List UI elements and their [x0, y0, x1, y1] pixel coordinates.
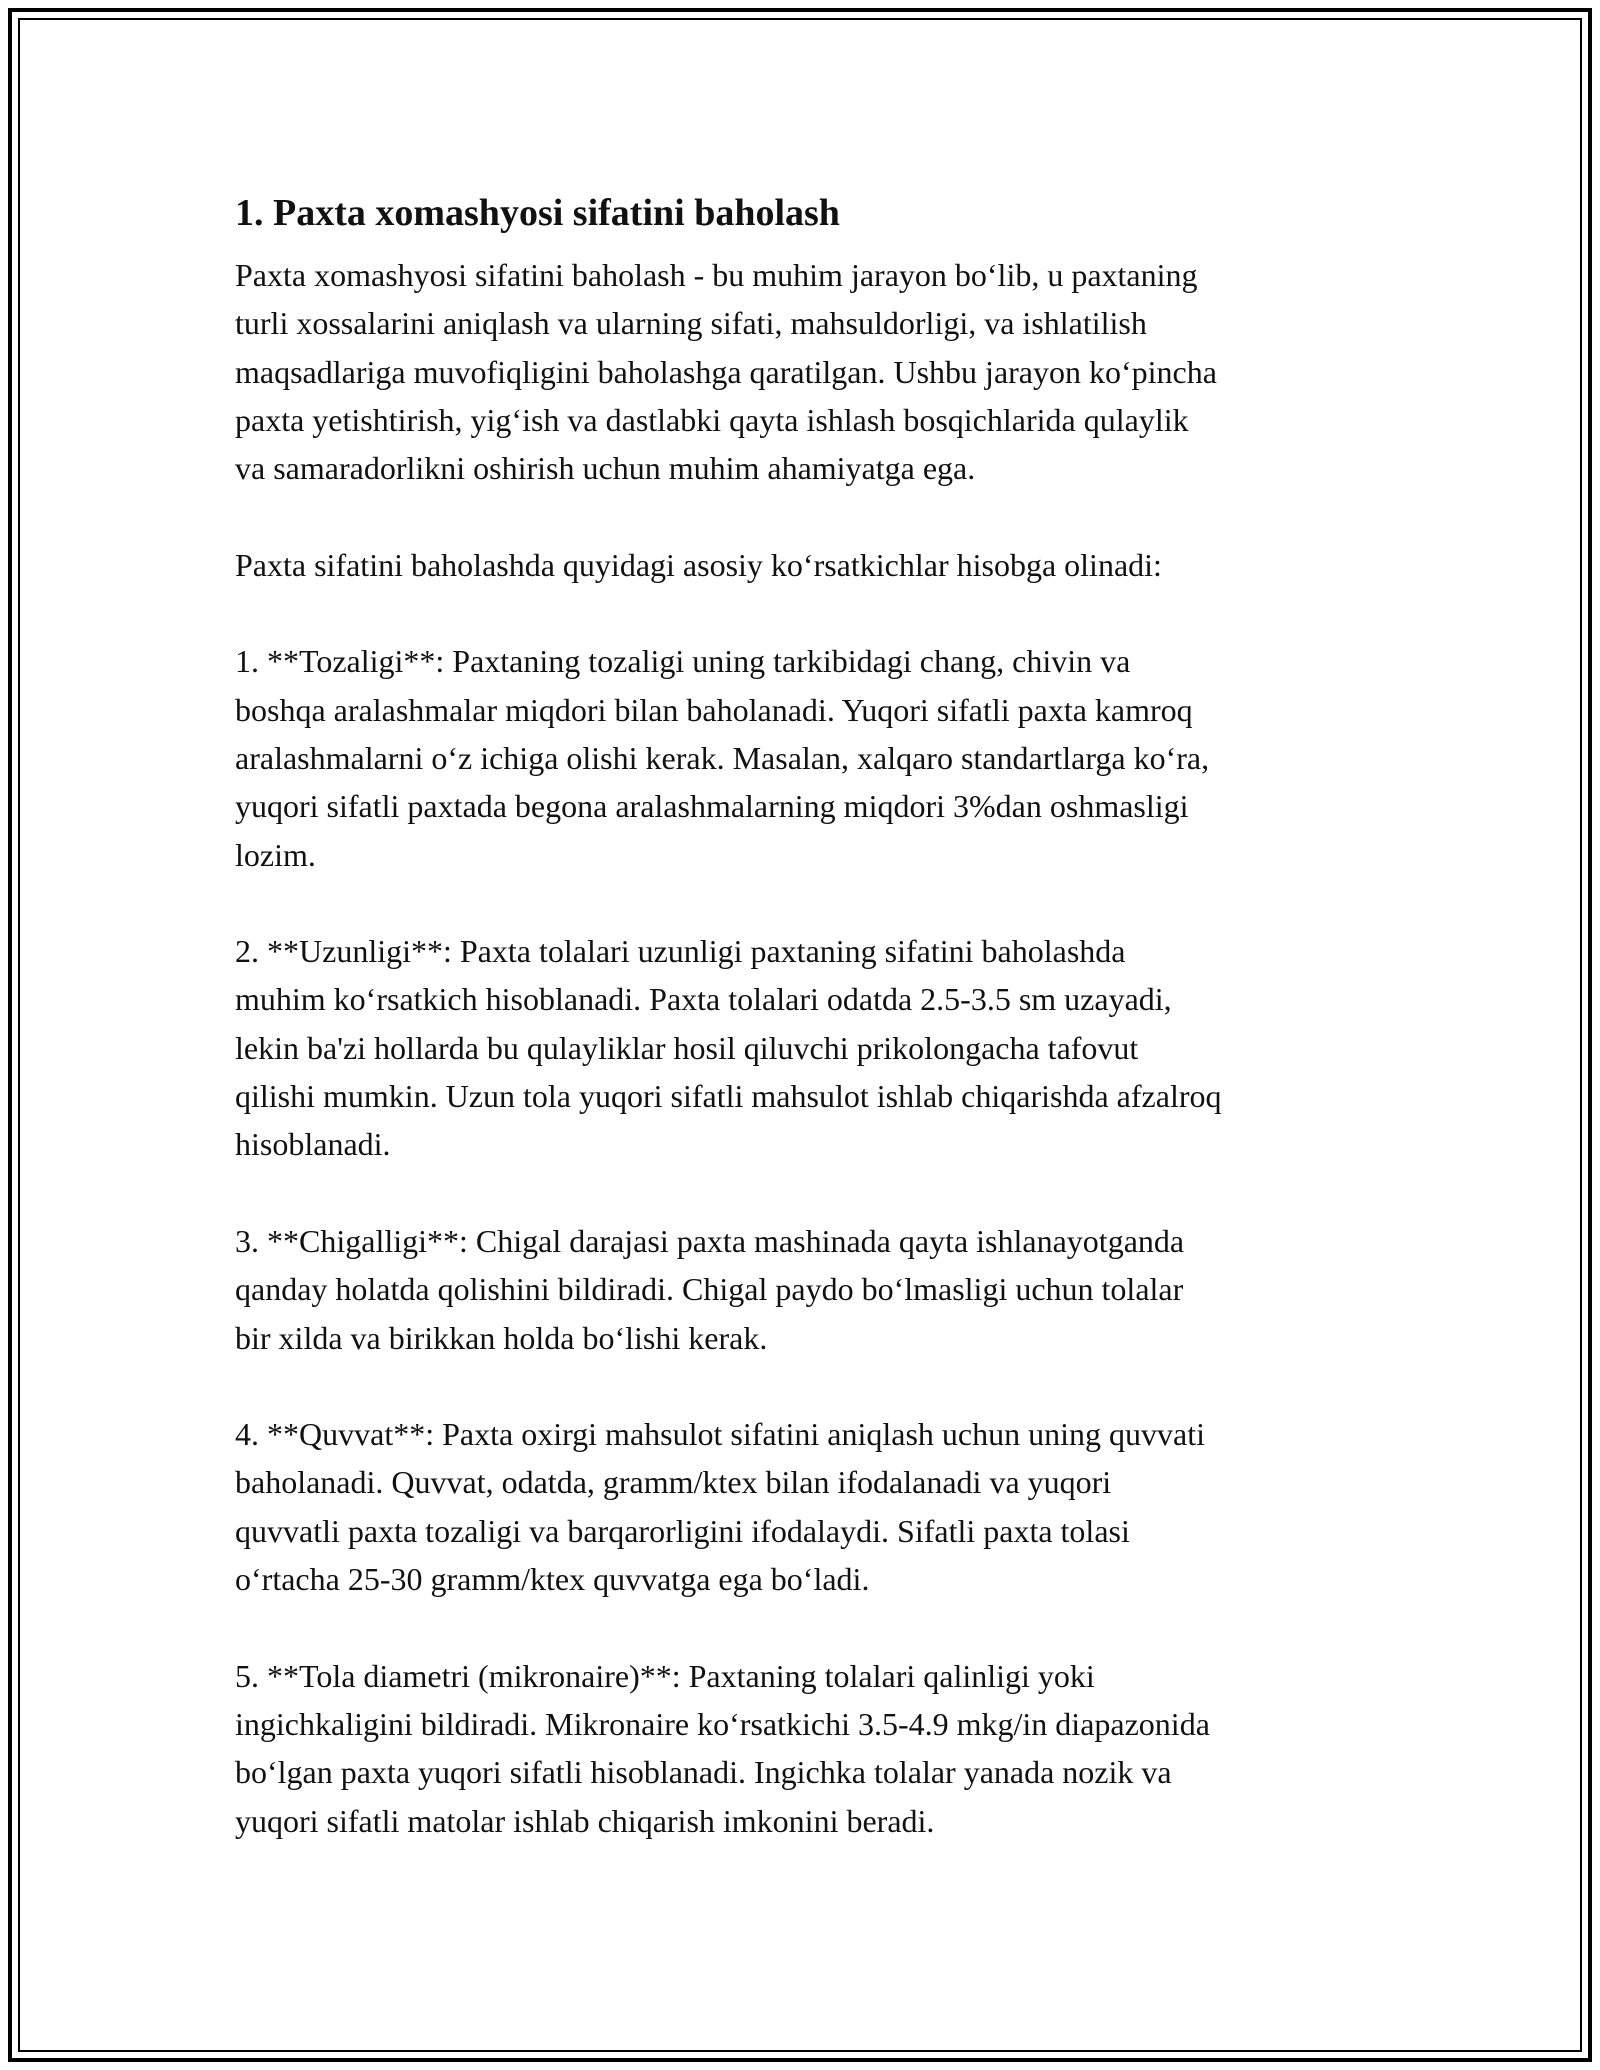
text-line: qilishi mumkin. Uzun tola yuqori sifatli mahsulot ishlab chiqarishda afzalroq — [235, 1078, 1222, 1115]
text-line: yuqori sifatli matolar ishlab chiqarish imkonini beradi. — [235, 1802, 935, 1839]
text-line: yuqori sifatli paxtada begona aralashmalarning miqdori 3%dan oshmasligi — [235, 788, 1189, 825]
text-line: qanday holatda qolishini bildiradi. Chigal paydo bo‘lmasligi uchun tolalar — [235, 1271, 1184, 1308]
text-line: paxta yetishtirish, yig‘ish va dastlabki qayta ishlash bosqichlarida qulaylik — [235, 401, 1189, 438]
text-line: 3. **Chigalligi**: Chigal darajasi paxta mashinada qayta ishlanayotganda — [235, 1222, 1185, 1259]
text-line: 1. **Tozaligi**: Paxtaning tozaligi uning tarkibidagi chang, chivin va — [235, 643, 1131, 680]
text-line: o‘rtacha 25-30 gramm/ktex quvvatga ega bo‘ladi. — [235, 1561, 870, 1598]
text-line: quvvatli paxta tozaligi va barqarorligini ifodalaydi. Sifatli paxta tolasi — [235, 1512, 1130, 1549]
text-line: muhim ko‘rsatkich hisoblanadi. Paxta tolalari odatda 2.5-3.5 sm uzayadi, — [235, 981, 1172, 1018]
text-line: lekin ba'zi hollarda bu qulayliklar hosil qiluvchi prikolongacha tafovut — [235, 1029, 1139, 1066]
text-line: Paxta xomashyosi sifatini baholash - bu muhim jarayon bo‘lib, u paxtaning — [235, 257, 1198, 293]
text-line: bir xilda va birikkan holda bo‘lishi kerak. — [235, 1319, 768, 1356]
criterion-strength — [235, 1410, 1375, 1603]
text-line: 2. **Uzunligi**: Paxta tolalari uzunligi paxtaning sifatini baholashda — [235, 933, 1126, 970]
criteria-intro-paragraph — [235, 541, 1375, 589]
text-line: bo‘lgan paxta yuqori sifatli hisoblanadi. Ingichka tolalar yanada nozik va — [235, 1754, 1172, 1791]
criterion-length — [235, 927, 1375, 1168]
text-line: va samaradorlikni oshirish uchun muhim ahamiyatga ega. — [235, 450, 976, 487]
text-line: hisoblanadi. — [235, 1126, 391, 1163]
text-line: maqsadlariga muvofiqligini baholashga qaratilgan. Ushbu jarayon ko‘pincha — [235, 353, 1217, 390]
text-line: lozim. — [235, 836, 316, 873]
text-line: Paxta sifatini baholashda quyidagi asosiy ko‘rsatkichlar hisobga olinadi: — [235, 546, 1162, 583]
text-line: 4. **Quvvat**: Paxta oxirgi mahsulot sifatini aniqlash uchun uning quvvati — [235, 1416, 1205, 1453]
text-line: ingichkaligini bildiradi. Mikronaire ko‘rsatkichi 3.5-4.9 mkg/in diapazonida — [235, 1705, 1210, 1742]
document-content — [235, 187, 1375, 1893]
criterion-cleanliness — [235, 637, 1375, 878]
criterion-fiber-diameter — [235, 1652, 1375, 1845]
text-line: boshqa aralashmalar miqdori bilan baholanadi. Yuqori sifatli paxta kamroq — [235, 691, 1193, 728]
text-line: turli xossalarini aniqlash va ularning sifati, mahsuldorligi, va ishlatilish — [235, 305, 1147, 342]
text-line: 5. **Tola diametri (mikronaire)**: Paxtaning tolalari qalinligi yoki — [235, 1657, 1095, 1694]
text-line: aralashmalarni o‘z ichiga olishi kerak. Masalan, xalqaro standartlarga ko‘ra, — [235, 739, 1210, 776]
document-title: 1. Paxta xomashyosi sifatini baholash — [235, 192, 840, 234]
intro-paragraph — [235, 251, 1375, 492]
text-line: baholanadi. Quvvat, odatda, gramm/ktex bilan ifodalanadi va yuqori — [235, 1464, 1112, 1501]
criterion-entanglement — [235, 1217, 1375, 1362]
